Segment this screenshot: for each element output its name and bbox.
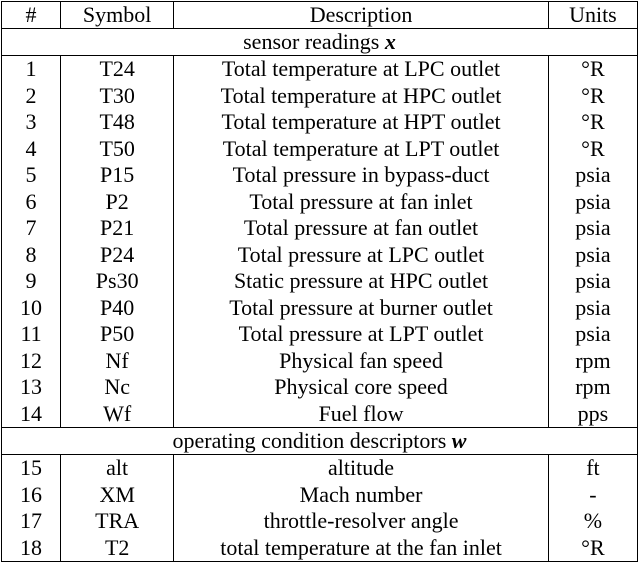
table-row	[2, 295, 638, 322]
section-title	[2, 29, 638, 56]
cell-number: 10	[2, 295, 61, 322]
cell-units: pps	[548, 401, 637, 428]
cell-number: 4	[2, 136, 61, 163]
cell-symbol: T48	[61, 109, 174, 136]
cell-description: Total pressure at fan inlet	[174, 189, 549, 216]
table-row	[2, 83, 638, 110]
cell-units: -	[548, 482, 637, 509]
table-row	[2, 455, 638, 482]
table-row	[2, 508, 638, 535]
cell-symbol: alt	[61, 455, 174, 482]
section-title	[2, 428, 638, 455]
table-row	[2, 189, 638, 216]
table-row	[2, 56, 638, 83]
cell-description: throttle-resolver angle	[174, 508, 549, 535]
cell-description: Physical fan speed	[174, 348, 549, 375]
cell-description: Total temperature at LPT outlet	[174, 136, 549, 163]
cell-symbol: P50	[61, 321, 174, 348]
table-row	[2, 215, 638, 242]
cell-description: Total pressure at burner outlet	[174, 295, 549, 322]
header-units: Units	[548, 2, 637, 29]
cell-description: Total pressure in bypass-duct	[174, 162, 549, 189]
section-row	[2, 29, 638, 56]
cell-number: 11	[2, 321, 61, 348]
cell-units: rpm	[548, 374, 637, 401]
section-variable: w	[451, 428, 467, 453]
cell-units: psia	[548, 268, 637, 295]
header-row	[2, 2, 638, 29]
cell-units: rpm	[548, 348, 637, 375]
cell-symbol: P24	[61, 242, 174, 269]
cell-number: 13	[2, 374, 61, 401]
cell-units: °R	[548, 109, 637, 136]
cell-units: psia	[548, 215, 637, 242]
cell-number: 16	[2, 482, 61, 509]
table-row	[2, 482, 638, 509]
cell-units: °R	[548, 535, 637, 562]
section-title-text: sensor readings	[243, 29, 380, 54]
cell-number: 6	[2, 189, 61, 216]
cell-number: 2	[2, 83, 61, 110]
cell-description: total temperature at the fan inlet	[174, 535, 549, 562]
cell-symbol: Nc	[61, 374, 174, 401]
cell-description: Total pressure at LPC outlet	[174, 242, 549, 269]
table-row	[2, 374, 638, 401]
cell-symbol: XM	[61, 482, 174, 509]
cell-description: Mach number	[174, 482, 549, 509]
cell-symbol: Wf	[61, 401, 174, 428]
cell-units: psia	[548, 189, 637, 216]
cell-number: 9	[2, 268, 61, 295]
cell-units: °R	[548, 136, 637, 163]
cell-description: altitude	[174, 455, 549, 482]
table-row	[2, 401, 638, 428]
cell-units: psia	[548, 321, 637, 348]
cell-number: 15	[2, 455, 61, 482]
cell-number: 12	[2, 348, 61, 375]
table-row	[2, 109, 638, 136]
cell-units: °R	[548, 83, 637, 110]
cell-number: 3	[2, 109, 61, 136]
table-row	[2, 268, 638, 295]
cell-symbol: P21	[61, 215, 174, 242]
header-symbol: Symbol	[61, 2, 174, 29]
header-description: Description	[174, 2, 549, 29]
cell-units: psia	[548, 295, 637, 322]
sensor-table	[1, 1, 638, 562]
cell-number: 17	[2, 508, 61, 535]
cell-symbol: TRA	[61, 508, 174, 535]
cell-description: Static pressure at HPC outlet	[174, 268, 549, 295]
table-row	[2, 242, 638, 269]
cell-symbol: T24	[61, 56, 174, 83]
cell-units: %	[548, 508, 637, 535]
cell-number: 18	[2, 535, 61, 562]
cell-units: ft	[548, 455, 637, 482]
cell-number: 1	[2, 56, 61, 83]
cell-units: °R	[548, 56, 637, 83]
cell-description: Total pressure at fan outlet	[174, 215, 549, 242]
cell-description: Total temperature at HPC outlet	[174, 83, 549, 110]
table-row	[2, 321, 638, 348]
cell-description: Total pressure at LPT outlet	[174, 321, 549, 348]
table-row	[2, 136, 638, 163]
cell-symbol: T2	[61, 535, 174, 562]
cell-symbol: T30	[61, 83, 174, 110]
cell-symbol: T50	[61, 136, 174, 163]
cell-symbol: Ps30	[61, 268, 174, 295]
cell-description: Total temperature at LPC outlet	[174, 56, 549, 83]
cell-description: Fuel flow	[174, 401, 549, 428]
cell-units: psia	[548, 242, 637, 269]
cell-symbol: P2	[61, 189, 174, 216]
cell-description: Total temperature at HPT outlet	[174, 109, 549, 136]
cell-units: psia	[548, 162, 637, 189]
section-title-text: operating condition descriptors	[172, 428, 447, 453]
table-row	[2, 535, 638, 562]
section-variable: x	[384, 29, 396, 54]
cell-number: 7	[2, 215, 61, 242]
table-row	[2, 162, 638, 189]
cell-description: Physical core speed	[174, 374, 549, 401]
section-row	[2, 428, 638, 455]
cell-symbol: P40	[61, 295, 174, 322]
table-row	[2, 348, 638, 375]
cell-symbol: Nf	[61, 348, 174, 375]
cell-number: 8	[2, 242, 61, 269]
cell-number: 5	[2, 162, 61, 189]
cell-number: 14	[2, 401, 61, 428]
header-number: #	[2, 2, 61, 29]
cell-symbol: P15	[61, 162, 174, 189]
